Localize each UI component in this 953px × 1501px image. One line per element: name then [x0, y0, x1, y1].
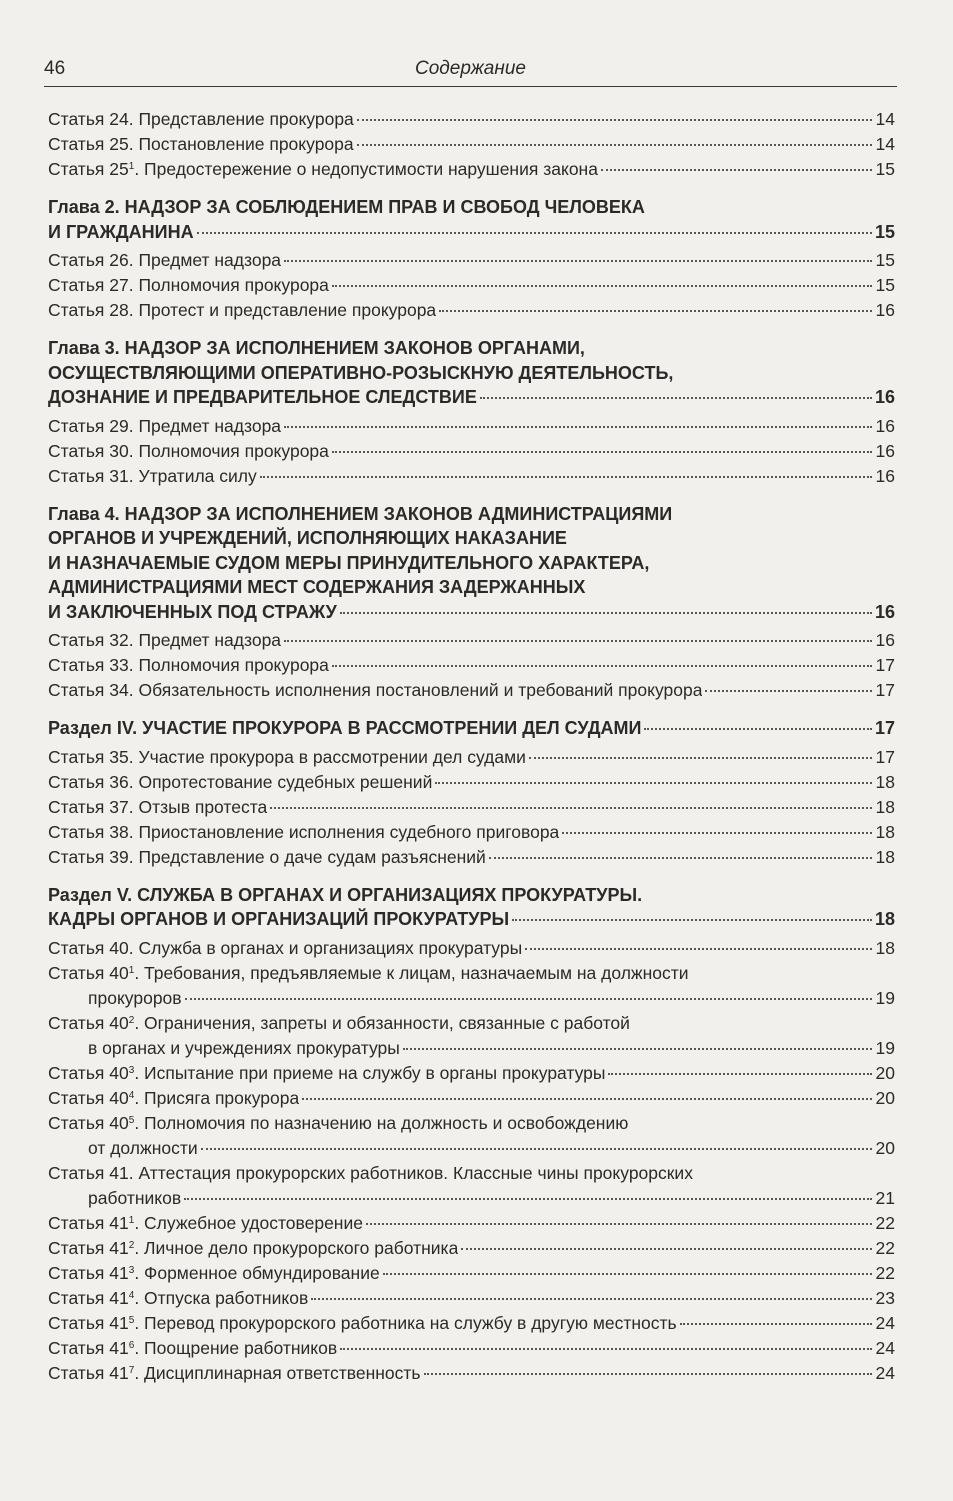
entry-title: [48, 1211, 363, 1236]
toc-entry: [48, 845, 895, 870]
dot-leader: [284, 640, 872, 642]
toc-line: [48, 986, 895, 1011]
toc-chapter-heading: [48, 716, 895, 741]
toc-entry: [48, 628, 895, 653]
toc-line: [48, 1036, 895, 1061]
entry-title: [48, 1336, 337, 1361]
page-ref: 16: [874, 387, 895, 407]
toc-line: [48, 678, 895, 703]
toc-entry: [48, 1086, 895, 1111]
toc-entry: [48, 770, 895, 795]
page-ref: 22: [875, 1212, 895, 1233]
page-ref: 14: [875, 109, 895, 129]
entry-heading: . Аттестация прокурорских работников. Классные чины прокурорских: [128, 1162, 693, 1183]
dot-leader: [435, 782, 872, 784]
toc-entry: [48, 298, 895, 323]
entry-title: [48, 1086, 299, 1111]
chapter-title-line: ДОЗНАНИЕ И ПРЕДВАРИТЕЛЬНОЕ СЛЕДСТВИЕ: [48, 387, 477, 407]
entry-title: Статья 32. Предмет надзора: [48, 630, 282, 650]
page-ref: 18: [875, 846, 895, 867]
dot-leader: [424, 1373, 872, 1375]
toc-line: [48, 220, 895, 245]
page-ref: 17: [875, 746, 895, 767]
dot-leader: [332, 285, 872, 287]
toc-entry: [48, 1361, 895, 1386]
dot-leader: [439, 310, 872, 312]
entry-title: Статья 27. Полномочия прокурора: [48, 275, 329, 295]
dot-leader: [366, 1223, 872, 1225]
toc-entry: [48, 1161, 895, 1211]
toc-line: [48, 1311, 895, 1336]
page-ref: 16: [874, 601, 895, 622]
toc-entry: [48, 273, 895, 298]
article-superscript: 4: [128, 1089, 135, 1101]
page-ref: 22: [875, 1262, 895, 1283]
toc-line: [48, 1111, 895, 1136]
page-ref: 15: [875, 159, 895, 179]
toc-entry: [48, 745, 895, 770]
dot-leader: [302, 1098, 872, 1100]
article-superscript: 6: [128, 1339, 135, 1351]
page-ref: 20: [875, 1062, 895, 1083]
dot-leader: [512, 919, 872, 921]
page-ref: 21: [875, 1187, 895, 1208]
dot-leader: [383, 1273, 872, 1275]
toc-entry: [48, 678, 895, 703]
chapter-title-line: КАДРЫ ОРГАНОВ И ОРГАНИЗАЦИЙ ПРОКУРАТУРЫ: [48, 909, 510, 929]
dot-leader: [680, 1323, 872, 1325]
entry-title: Статья 37. Отзыв протеста: [48, 796, 268, 817]
toc-chapter-heading: [48, 883, 895, 932]
dot-leader: [608, 1073, 872, 1075]
entry-article: Статья 25: [48, 159, 129, 179]
toc-entry: [48, 1311, 895, 1336]
article-superscript: 2: [128, 1239, 135, 1251]
entry-article: Статья 41: [48, 1337, 129, 1358]
toc-entry: [48, 132, 895, 157]
toc-entry: [48, 1011, 895, 1061]
entry-article: Статья 41: [48, 1312, 129, 1333]
entry-heading: . Присяга прокурора: [134, 1087, 300, 1108]
dot-leader: [260, 476, 872, 478]
toc-line: [48, 1211, 895, 1236]
toc-line: [48, 273, 895, 298]
page-ref: 20: [875, 1087, 895, 1108]
dot-leader: [201, 1148, 872, 1150]
toc-line: [48, 248, 895, 273]
entry-continuation: в органах и учреждениях прокуратуры: [88, 1037, 400, 1058]
entry-heading: . Служебное удостоверение: [134, 1212, 363, 1233]
toc-line: [48, 907, 895, 932]
toc-line: [48, 1011, 895, 1036]
dot-leader: [461, 1248, 872, 1250]
dot-leader: [644, 728, 872, 730]
page-ref: 22: [875, 1237, 895, 1258]
entry-title: Статья 30. Полномочия прокурора: [48, 440, 329, 461]
toc-line: [48, 845, 895, 870]
chapter-title-line: АДМИНИСТРАЦИЯМИ МЕСТ СОДЕРЖАНИЯ ЗАДЕРЖАННЫХ: [48, 577, 586, 597]
entry-article: Статья 40: [48, 962, 129, 983]
toc-entry: [48, 1236, 895, 1261]
table-of-contents: [48, 107, 895, 1386]
entry-title: Статья 39. Представление о даче судам разъяснений: [48, 846, 486, 867]
page-ref: 24: [875, 1362, 895, 1383]
dot-leader: [529, 757, 872, 759]
toc-line: [48, 716, 895, 741]
toc-entry: [48, 1261, 895, 1286]
dot-leader: [197, 232, 872, 234]
dot-leader: [284, 260, 872, 262]
dot-leader: [489, 857, 872, 859]
toc-line: [48, 157, 895, 182]
entry-title: [48, 961, 689, 986]
page-ref: 16: [875, 465, 895, 486]
entry-title: Статья 34. Обязательность исполнения постановлений и требований прокурора: [48, 680, 703, 700]
dot-leader: [311, 1298, 872, 1300]
dot-leader: [601, 169, 872, 171]
dot-leader: [480, 397, 872, 399]
chapter-title-line: И ЗАКЛЮЧЕННЫХ ПОД СТРАЖУ: [48, 601, 337, 622]
entry-title: [48, 1061, 605, 1086]
article-superscript: 1: [128, 964, 135, 976]
page-ref: 17: [875, 680, 895, 700]
toc-entry: [48, 795, 895, 820]
page-ref: 18: [875, 771, 895, 792]
dot-leader: [562, 832, 872, 834]
entry-article: Статья 41: [48, 1287, 129, 1308]
entry-heading: . Личное дело прокурорского работника: [134, 1237, 459, 1258]
entry-heading: . Ограничения, запреты и обязанности, связанные с работой: [134, 1012, 630, 1033]
toc-entry: [48, 248, 895, 273]
toc-line: [48, 936, 895, 961]
entry-title: [48, 1261, 380, 1286]
article-superscript: 1: [128, 1214, 135, 1226]
page-ref: 19: [875, 1037, 895, 1058]
toc-line: [48, 770, 895, 795]
toc-line: [48, 1261, 895, 1286]
page-ref: 23: [875, 1287, 895, 1308]
chapter-title-line: Глава 2. НАДЗОР ЗА СОБЛЮДЕНИЕМ ПРАВ И СВОБОД ЧЕЛОВЕКА: [48, 197, 645, 217]
toc-entry: [48, 439, 895, 464]
toc-entry: [48, 820, 895, 845]
entry-article: Статья 40: [48, 1112, 129, 1133]
entry-heading: . Отпуска работников: [134, 1287, 309, 1308]
dot-leader: [705, 690, 872, 692]
page-ref: 16: [875, 415, 895, 436]
page-header: [44, 56, 897, 87]
chapter-title-line: Раздел V. СЛУЖБА В ОРГАНАХ И ОРГАНИЗАЦИЯХ ПРОКУРАТУРЫ.: [48, 884, 643, 905]
chapter-title-line: И ГРАЖДАНИНА: [48, 221, 194, 242]
page-ref: 18: [874, 909, 895, 929]
toc-entry: [48, 653, 895, 678]
page-ref: 20: [875, 1137, 895, 1158]
entry-article: Статья 41: [48, 1237, 129, 1258]
page-ref: 16: [875, 440, 895, 461]
toc-line: [48, 795, 895, 820]
entry-article: Статья 40: [48, 1012, 129, 1033]
entry-title: Статья 26. Предмет надзора: [48, 250, 282, 270]
entry-title: [48, 1361, 421, 1386]
page-ref: 17: [874, 718, 895, 738]
dot-leader: [403, 1048, 872, 1050]
page-ref: 16: [875, 630, 895, 650]
dot-leader: [185, 998, 872, 1000]
entry-title: [48, 1311, 677, 1336]
article-superscript: 7: [128, 1364, 135, 1376]
toc-line: [48, 298, 895, 323]
toc-entry: [48, 107, 895, 132]
entry-title: [48, 1161, 693, 1186]
page-ref: 18: [875, 796, 895, 817]
toc-line: [48, 385, 895, 410]
entry-title: Статья 35. Участие прокурора в рассмотрении дел судами: [48, 746, 526, 767]
toc-line: [48, 414, 895, 439]
entry-title: [48, 1236, 458, 1261]
toc-line: [48, 132, 895, 157]
toc-line: [48, 107, 895, 132]
toc-entry: [48, 1336, 895, 1361]
page-ref: 16: [875, 300, 895, 320]
entry-title: Статья 33. Полномочия прокурора: [48, 655, 329, 675]
entry-title: Статья 25. Постановление прокурора: [48, 134, 354, 154]
dot-leader: [332, 665, 872, 667]
toc-entry: [48, 1211, 895, 1236]
chapter-title-line: Глава 3. НАДЗОР ЗА ИСПОЛНЕНИЕМ ЗАКОНОВ ОРГАНАМИ,: [48, 338, 585, 358]
toc-line: [48, 1361, 895, 1386]
article-superscript: 2: [128, 1014, 135, 1026]
page-ref: 14: [875, 134, 895, 154]
toc-line: [48, 464, 895, 489]
entry-heading: . Предостережение о недопустимости нарушения закона: [134, 159, 598, 179]
chapter-title-line: И НАЗНАЧАЕМЫЕ СУДОМ МЕРЫ ПРИНУДИТЕЛЬНОГО ХАРАКТЕРА,: [48, 552, 650, 573]
chapter-title-line: Раздел IV. УЧАСТИЕ ПРОКУРОРА В РАССМОТРЕНИИ ДЕЛ СУДАМИ: [48, 718, 642, 738]
page-ref: 18: [875, 937, 895, 958]
entry-article: Статья 41: [48, 1212, 129, 1233]
entry-title: Статья 24. Представление прокурора: [48, 109, 354, 129]
dot-leader: [284, 426, 872, 428]
running-title: Содержание: [415, 58, 526, 79]
entry-article: Статья 40: [48, 1087, 129, 1108]
entry-title: Статья 29. Предмет надзора: [48, 415, 282, 436]
entry-article: Статья 41: [48, 1362, 129, 1383]
toc-entry: [48, 157, 895, 182]
toc-line: [48, 1336, 895, 1361]
entry-title: [48, 1011, 630, 1036]
toc-line: [48, 1086, 895, 1111]
entry-continuation: работников: [88, 1187, 182, 1208]
toc-line: [48, 653, 895, 678]
toc-line: [48, 439, 895, 464]
toc-line: [48, 1161, 895, 1186]
page-number: 46: [44, 58, 66, 79]
entry-title: [48, 1286, 308, 1311]
page-ref: 24: [875, 1312, 895, 1333]
toc-chapter-heading: [48, 502, 895, 625]
toc-entry: [48, 936, 895, 961]
entry-article: Статья 41: [48, 1162, 129, 1183]
entry-title: Статья 31. Утратила силу: [48, 465, 257, 486]
page-ref: 18: [875, 821, 895, 842]
entry-continuation: прокуроров: [88, 987, 182, 1008]
article-superscript: 5: [128, 1114, 135, 1126]
entry-title: Статья 28. Протест и представление прокурора: [48, 300, 437, 320]
dot-leader: [357, 119, 872, 121]
toc-line: [48, 961, 895, 986]
page-ref: 15: [875, 275, 895, 295]
toc-line: [48, 820, 895, 845]
article-superscript: 3: [128, 1264, 135, 1276]
chapter-title-line: ОРГАНОВ И УЧРЕЖДЕНИЙ, ИСПОЛНЯЮЩИХ НАКАЗАНИЕ: [48, 528, 567, 548]
toc-line: [48, 1286, 895, 1311]
entry-heading: . Требования, предъявляемые к лицам, назначаемым на должности: [134, 962, 689, 983]
page-ref: 17: [875, 655, 895, 675]
toc-chapter-heading: [48, 336, 895, 410]
entry-title: Статья 36. Опротестование судебных решений: [48, 771, 433, 792]
toc-line: [48, 1061, 895, 1086]
page-ref: 15: [874, 221, 895, 242]
entry-title: [48, 1111, 628, 1136]
dot-leader: [184, 1198, 872, 1200]
dot-leader: [340, 612, 872, 614]
entry-article: Статья 41: [48, 1262, 129, 1283]
page-ref: 15: [875, 250, 895, 270]
dot-leader: [332, 451, 872, 453]
chapter-title-line: Глава 4. НАДЗОР ЗА ИСПОЛНЕНИЕМ ЗАКОНОВ АДМИНИСТРАЦИЯМИ: [48, 503, 673, 524]
page-ref: 19: [875, 987, 895, 1008]
entry-continuation: от должности: [88, 1137, 198, 1158]
article-superscript: 4: [128, 1289, 135, 1301]
entry-title: [48, 157, 598, 182]
toc-line: [48, 1136, 895, 1161]
dot-leader: [270, 807, 872, 809]
toc-line: [48, 600, 895, 625]
toc-entry: [48, 464, 895, 489]
toc-entry: [48, 1111, 895, 1161]
entry-heading: . Поощрение работников: [134, 1337, 338, 1358]
toc-entry: [48, 1286, 895, 1311]
entry-title: Статья 38. Приостановление исполнения судебного приговора: [48, 821, 560, 842]
entry-heading: . Испытание при приеме на службу в органы прокуратуры: [134, 1062, 606, 1083]
article-superscript: 3: [128, 1064, 135, 1076]
dot-leader: [340, 1348, 872, 1350]
toc-line: [48, 745, 895, 770]
toc-entry: [48, 1061, 895, 1086]
entry-heading: . Полномочия по назначению на должность и освобождению: [134, 1112, 629, 1133]
chapter-title-line: ОСУЩЕСТВЛЯЮЩИМИ ОПЕРАТИВНО-РОЗЫСКНУЮ ДЕЯТЕЛЬНОСТЬ,: [48, 362, 674, 383]
entry-heading: . Форменное обмундирование: [134, 1262, 380, 1283]
page-ref: 24: [875, 1337, 895, 1358]
dot-leader: [525, 948, 872, 950]
entry-heading: . Перевод прокурорского работника на службу в другую местность: [134, 1312, 677, 1333]
toc-line: [48, 628, 895, 653]
entry-title: Статья 40. Служба в органах и организациях прокуратуры: [48, 937, 523, 958]
toc-entry: [48, 414, 895, 439]
toc-chapter-heading: [48, 195, 895, 244]
entry-article: Статья 40: [48, 1062, 129, 1083]
article-superscript: 1: [128, 161, 135, 172]
toc-entry: [48, 961, 895, 1011]
entry-heading: . Дисциплинарная ответственность: [134, 1362, 421, 1383]
toc-line: [48, 1186, 895, 1211]
dot-leader: [357, 144, 872, 146]
toc-line: [48, 1236, 895, 1261]
article-superscript: 5: [128, 1314, 135, 1326]
